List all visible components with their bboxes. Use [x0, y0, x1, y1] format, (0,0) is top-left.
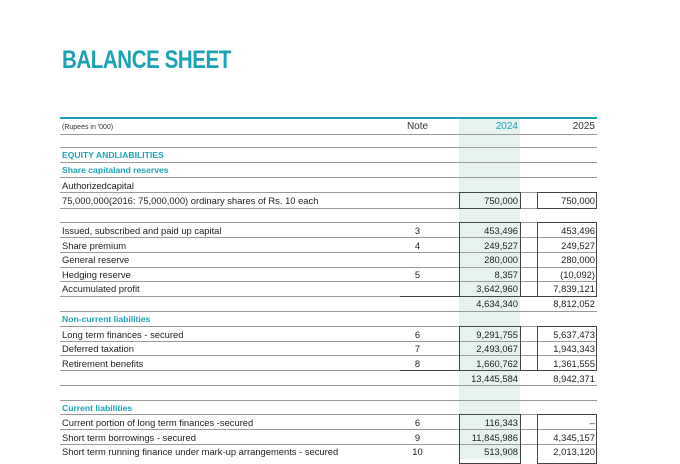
units-label: (Rupees in '000) [62, 124, 114, 131]
section-heading: Non-current liabilities [62, 314, 151, 324]
subtotal-row [0, 296, 680, 311]
value-2025: – [589, 417, 595, 428]
table-row [0, 430, 680, 445]
value-2024: 750,000 [484, 195, 518, 206]
table-row [0, 267, 680, 282]
value-2024: 2,493,067 [476, 343, 518, 354]
note-ref: 3 [414, 225, 421, 236]
row-label: Accumulated profit [62, 283, 140, 294]
section-heading: Current liabilities [62, 403, 133, 413]
row-label: Current portion of long term finances -secured [62, 417, 254, 428]
subtotal-2025: 8,812,052 [553, 298, 595, 309]
table-row [0, 415, 680, 430]
value-2024: 1,660,762 [476, 358, 518, 369]
value-2025: 1,943,343 [553, 343, 595, 354]
note-ref: 5 [414, 269, 421, 280]
note-ref: 9 [414, 432, 421, 443]
value-2024: 513,908 [484, 446, 518, 457]
value-2025: 249,527 [561, 240, 595, 251]
row-label: Deferred taxation [62, 343, 134, 354]
value-2025: 4,345,157 [553, 432, 595, 443]
table-row [0, 327, 680, 342]
section-heading: Share capitaland reserves [62, 165, 169, 175]
value-2025: (10,092) [560, 269, 595, 280]
value-2024: 3,642,960 [476, 283, 518, 294]
value-2025: 1,361,555 [553, 358, 595, 369]
value-2024: 8,357 [494, 269, 518, 280]
value-2025: 453,496 [561, 225, 595, 236]
value-2025: 5,637,473 [553, 329, 595, 340]
table-row [0, 238, 680, 253]
note-ref: 6 [414, 329, 421, 340]
table-row [0, 148, 680, 163]
year-2025-column-header: 2025 [572, 121, 595, 132]
section-heading: EQUITY ANDLIABILITIES [62, 150, 164, 160]
value-2025: 2,013,120 [553, 446, 595, 457]
value-2024: 9,291,755 [476, 329, 518, 340]
value-2025: 750,000 [561, 195, 595, 206]
row-label: Share premium [62, 240, 127, 251]
table-row [0, 163, 680, 178]
note-ref: 8 [414, 358, 421, 369]
table-row [0, 341, 680, 356]
subtotal-2025: 8,942,371 [553, 373, 595, 384]
row-label: Retirement benefits [62, 358, 144, 369]
note-ref: 4 [414, 240, 421, 251]
table-row [0, 178, 680, 193]
table-row [0, 312, 680, 327]
row-label: Short term borrowings - secured [62, 432, 196, 443]
page-title: BALANCE SHEET [62, 46, 231, 74]
note-ref: 7 [414, 343, 421, 354]
table-row [0, 223, 680, 238]
value-2025: 280,000 [561, 254, 595, 265]
table-row [0, 356, 680, 371]
header-top-rule [60, 117, 597, 119]
table-row [0, 444, 680, 459]
subtotal-2024: 4,634,340 [476, 298, 518, 309]
table-row [0, 193, 680, 208]
row-label: Long term finances - secured [62, 329, 184, 340]
value-2024: 116,343 [484, 417, 518, 428]
row-label: General reserve [62, 254, 130, 265]
note-column-header: Note [406, 121, 429, 132]
year-2024-column-header: 2024 [495, 121, 518, 132]
header-bottom-rule [60, 134, 597, 135]
note-ref: 6 [414, 417, 421, 428]
value-2024: 280,000 [484, 254, 518, 265]
value-2024: 249,527 [484, 240, 518, 251]
row-label: Hedging reserve [62, 269, 131, 280]
row-label: Issued, subscribed and paid up capital [62, 225, 222, 236]
subtotal-2024: 13,445,584 [471, 373, 518, 384]
table-row [0, 401, 680, 416]
row-label: 75,000,000(2016: 75,000,000) ordinary shares of Rs. 10 each [62, 195, 319, 206]
subtotal-row [0, 371, 680, 386]
row-label: Authorizedcapital [62, 180, 134, 191]
value-2024: 453,496 [484, 225, 518, 236]
value-2025: 7,839,121 [553, 283, 595, 294]
row-label: Short term running finance under mark-up arrangements - secured [62, 446, 339, 457]
table-row [0, 252, 680, 267]
note-ref: 10 [412, 446, 423, 457]
table-row [0, 281, 680, 296]
value-2024: 11,845,986 [471, 432, 518, 443]
